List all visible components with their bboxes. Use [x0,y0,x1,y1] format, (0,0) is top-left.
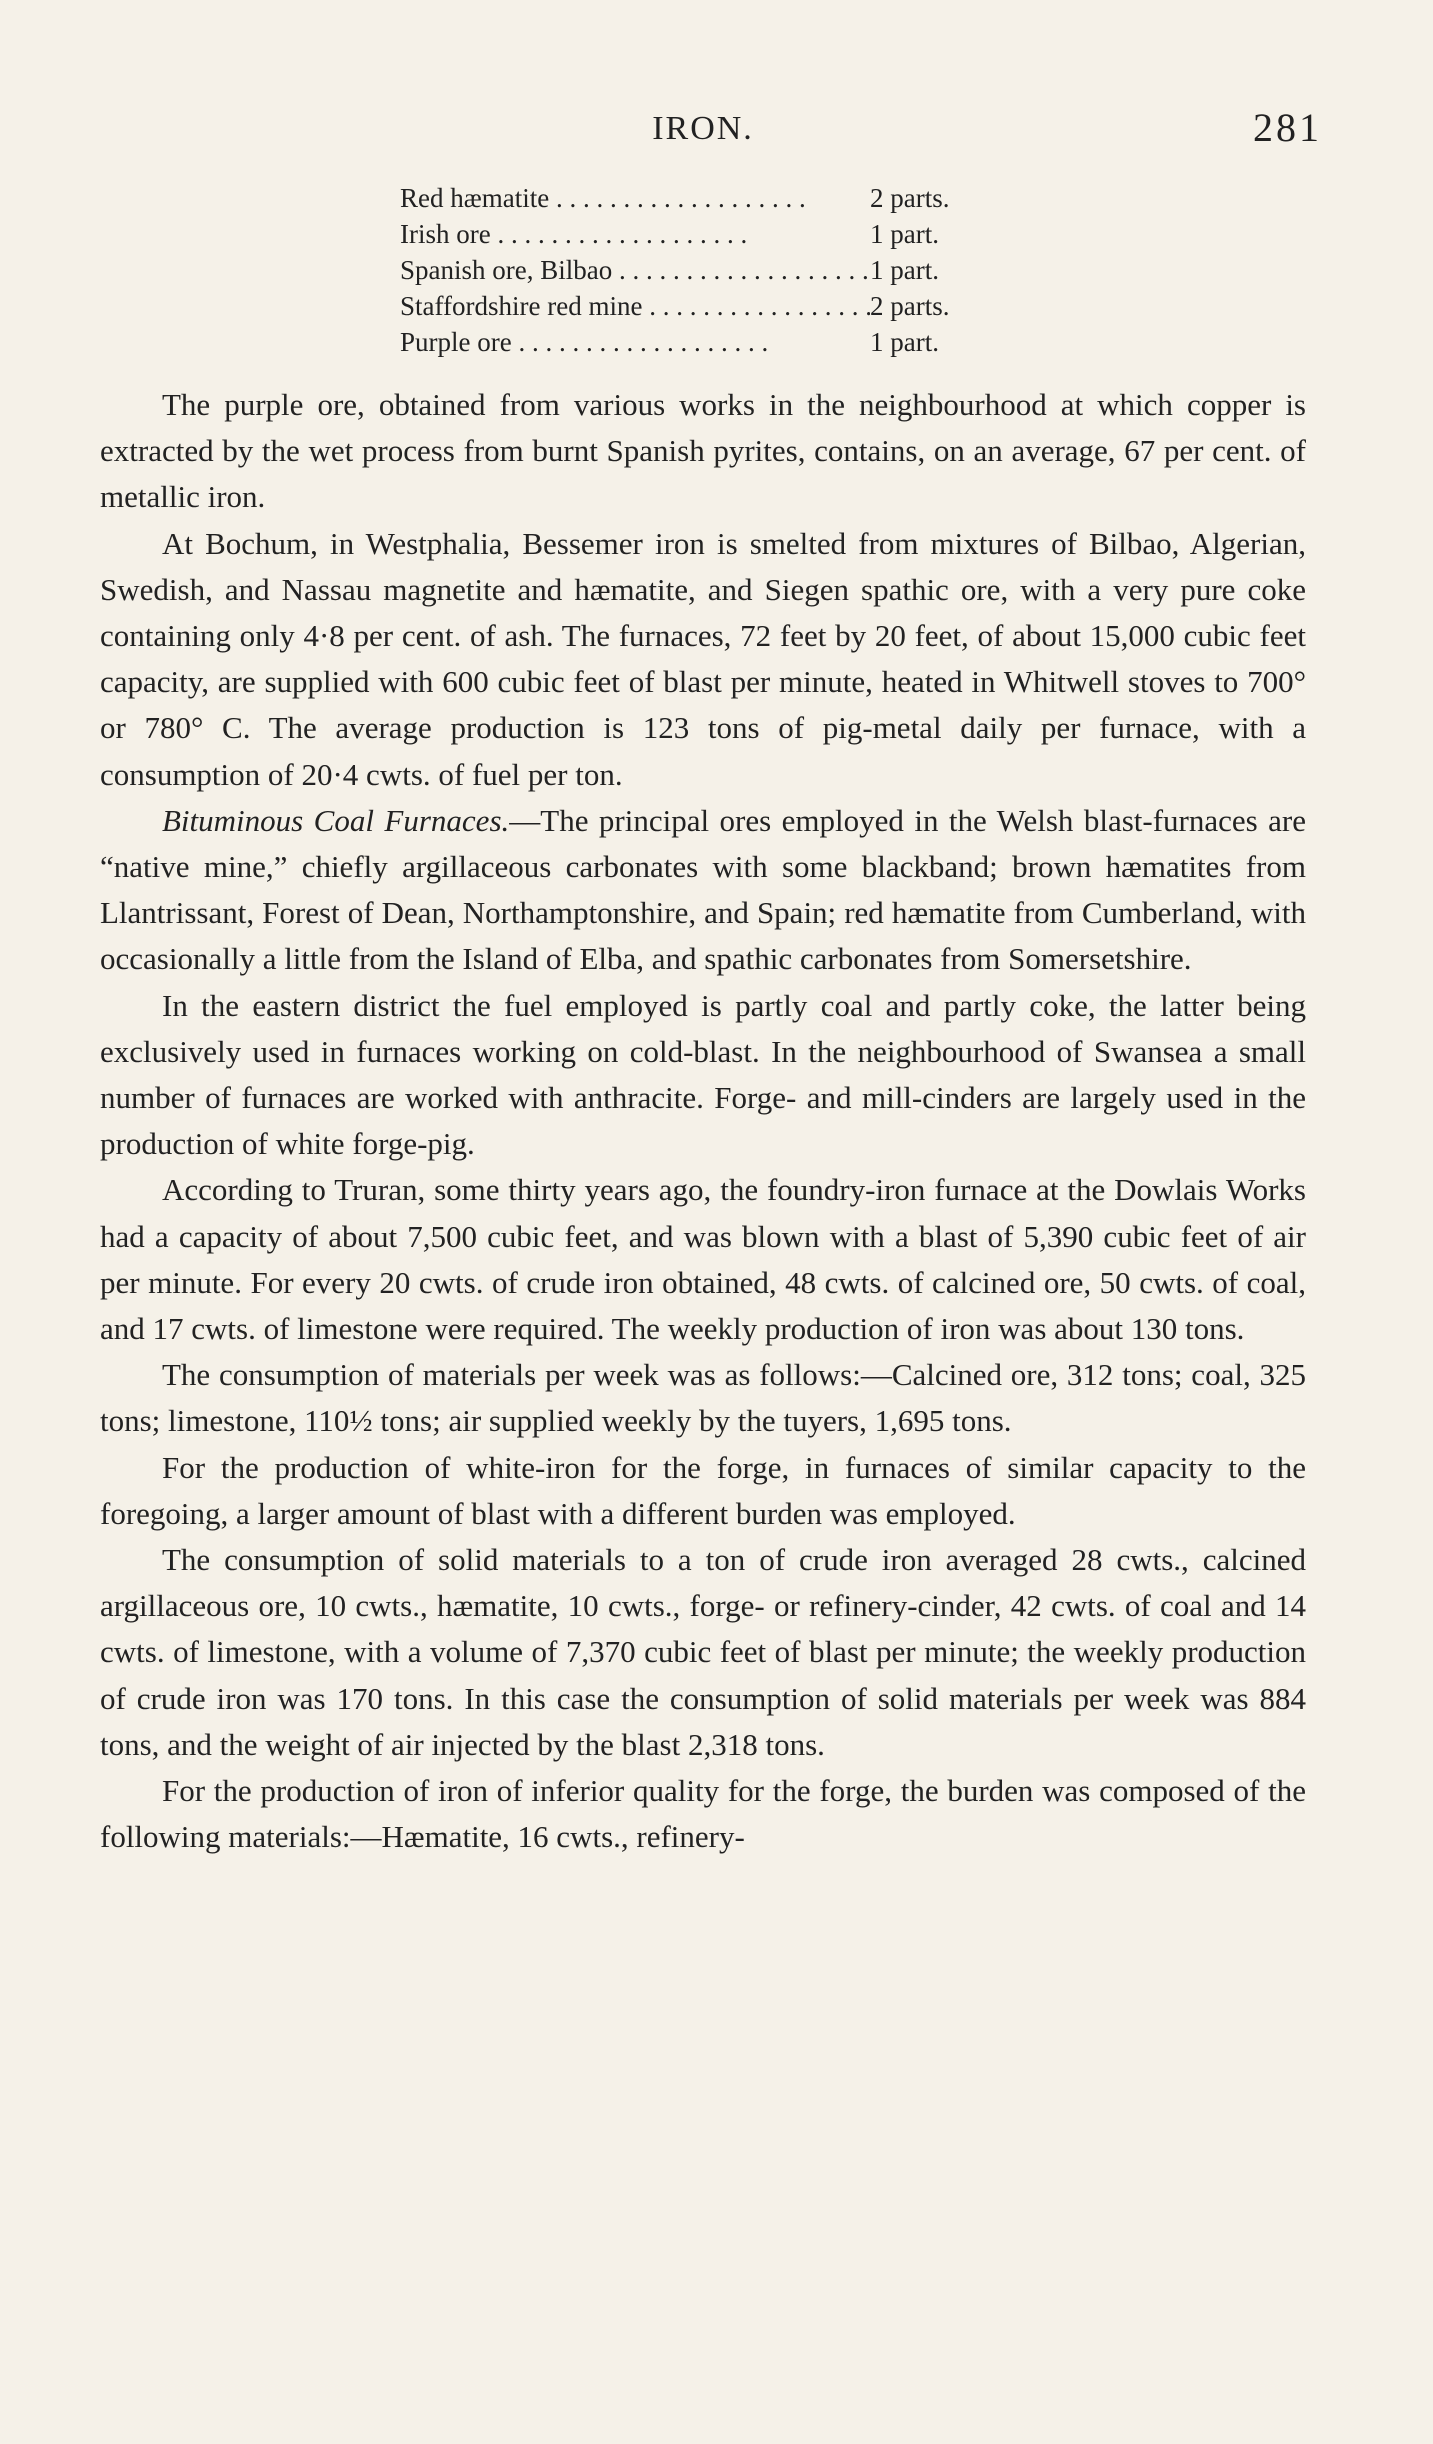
paragraph-truran: According to Truran, some thirty years ago, the foundry-iron furnace at the Dowlais Works had a capacity of about 7,500 cubic feet, and was blown with a blast of 5,390 cubic feet of air per minute. For every 20 cwts. of crude iron obtained, 48 cwts. of calcined ore, 50 cwts. of coal, and 17 cwts. of limestone were required. The weekly production of iron was about 130 tons. [100,1172,1306,1347]
page-number: 281 [1253,105,1322,150]
ore-name: Red hæmatite . . [400,180,870,216]
ore-name: Irish ore . . [400,216,870,252]
ore-row [400,252,1306,288]
paragraph-inferior-iron: For the production of iron of inferior quality for the forge, the burden was composed of the following materials:—Hæmatite, 16 cwts., refinery- [100,1773,1306,1855]
paragraph-bituminous-coal-furnaces [100,798,1306,983]
page-header [100,105,1322,170]
ore-mixture-table [400,180,1306,360]
ore-amount: 1 part. [870,327,939,357]
running-head: IRON. [652,110,754,147]
section-lead: Bituminous Coal Furnaces. [162,802,510,838]
paragraph-bochum: At Bochum, in Westphalia, Bessemer iron is smelted from mixtures of Bilbao, Algerian, Swedish, and Nassau magnetite and hæmatite, and Siegen spathic ore, with a very pure coke containing only 4·8 per cent. of ash. The furnaces, 72 feet by 20 feet, of about 15,000 cubic feet capacity, are supplied with 600 cubic feet of blast per minute, heated in Whitwell stoves to 700° or 780° C. The average production is 123 tons of pig-metal daily per furnace, with a consumption of 20·4 cwts. of fuel per ton. [100,525,1306,792]
ore-amount: 1 part. [870,219,939,249]
ore-amount: 1 part. [870,255,939,285]
paragraph-eastern-district: In the eastern district the fuel employed is partly coal and partly coke, the latter being exclusively used in furnaces working on cold-blast. In the neighbourhood of Swansea a small number of furnaces are worked with anthracite. Forge- and mill-cinders are largely used in the production of white forge-pig. [100,987,1306,1162]
ore-amount: 2 parts. [870,183,950,213]
ore-row [400,216,1306,252]
paragraph-white-iron: For the production of white-iron for the forge, in furnaces of similar capacity to the foregoing, a larger amount of blast with a different burden was employed. [100,1449,1306,1531]
ore-name: Staffordshire red mine . . [400,288,870,324]
ore-row [400,288,1306,324]
paragraph-purple-ore: The purple ore, obtained from various works in the neighbourhood at which copper is extracted by the wet process from burnt Spanish pyrites, contains, on an average, 67 per cent. of metallic iron. [100,387,1306,515]
ore-name: Spanish ore, Bilbao . . [400,252,870,288]
ore-row [400,180,1306,216]
ore-amount: 2 parts. [870,291,950,321]
book-page [100,105,1322,1861]
paragraph-text: —The principal ores employed in the Welsh blast-furnaces are “native mine,” chiefly argillaceous carbonates with some blackband; brown hæmatites from Llantrissant, Forest of Dean, Northamptonshire, and Spain; red hæmatite from Cumberland, with occasionally a little from the Island of Elba, and spathic carbonates from Somersetshire. [100,802,1306,977]
ore-name: Purple ore . . [400,324,870,360]
ore-row [400,324,1306,360]
paragraph-weekly-consumption: The consumption of materials per week was as follows:—Calcined ore, 312 tons; coal, 325 tons; limestone, 110½ tons; air supplied weekly by the tuyers, 1,695 tons. [100,1357,1306,1439]
paragraph-solid-materials: The consumption of solid materials to a ton of crude iron averaged 28 cwts., calcined argillaceous ore, 10 cwts., hæmatite, 10 cwts., forge- or refinery-cinder, 42 cwts. of coal and 14 cwts. of limestone, with a volume of 7,370 cubic feet of blast per minute; the weekly production of crude iron was 170 tons. In this case the consumption of solid materials per week was 884 tons, and the weight of air injected by the blast 2,318 tons. [100,1542,1306,1762]
